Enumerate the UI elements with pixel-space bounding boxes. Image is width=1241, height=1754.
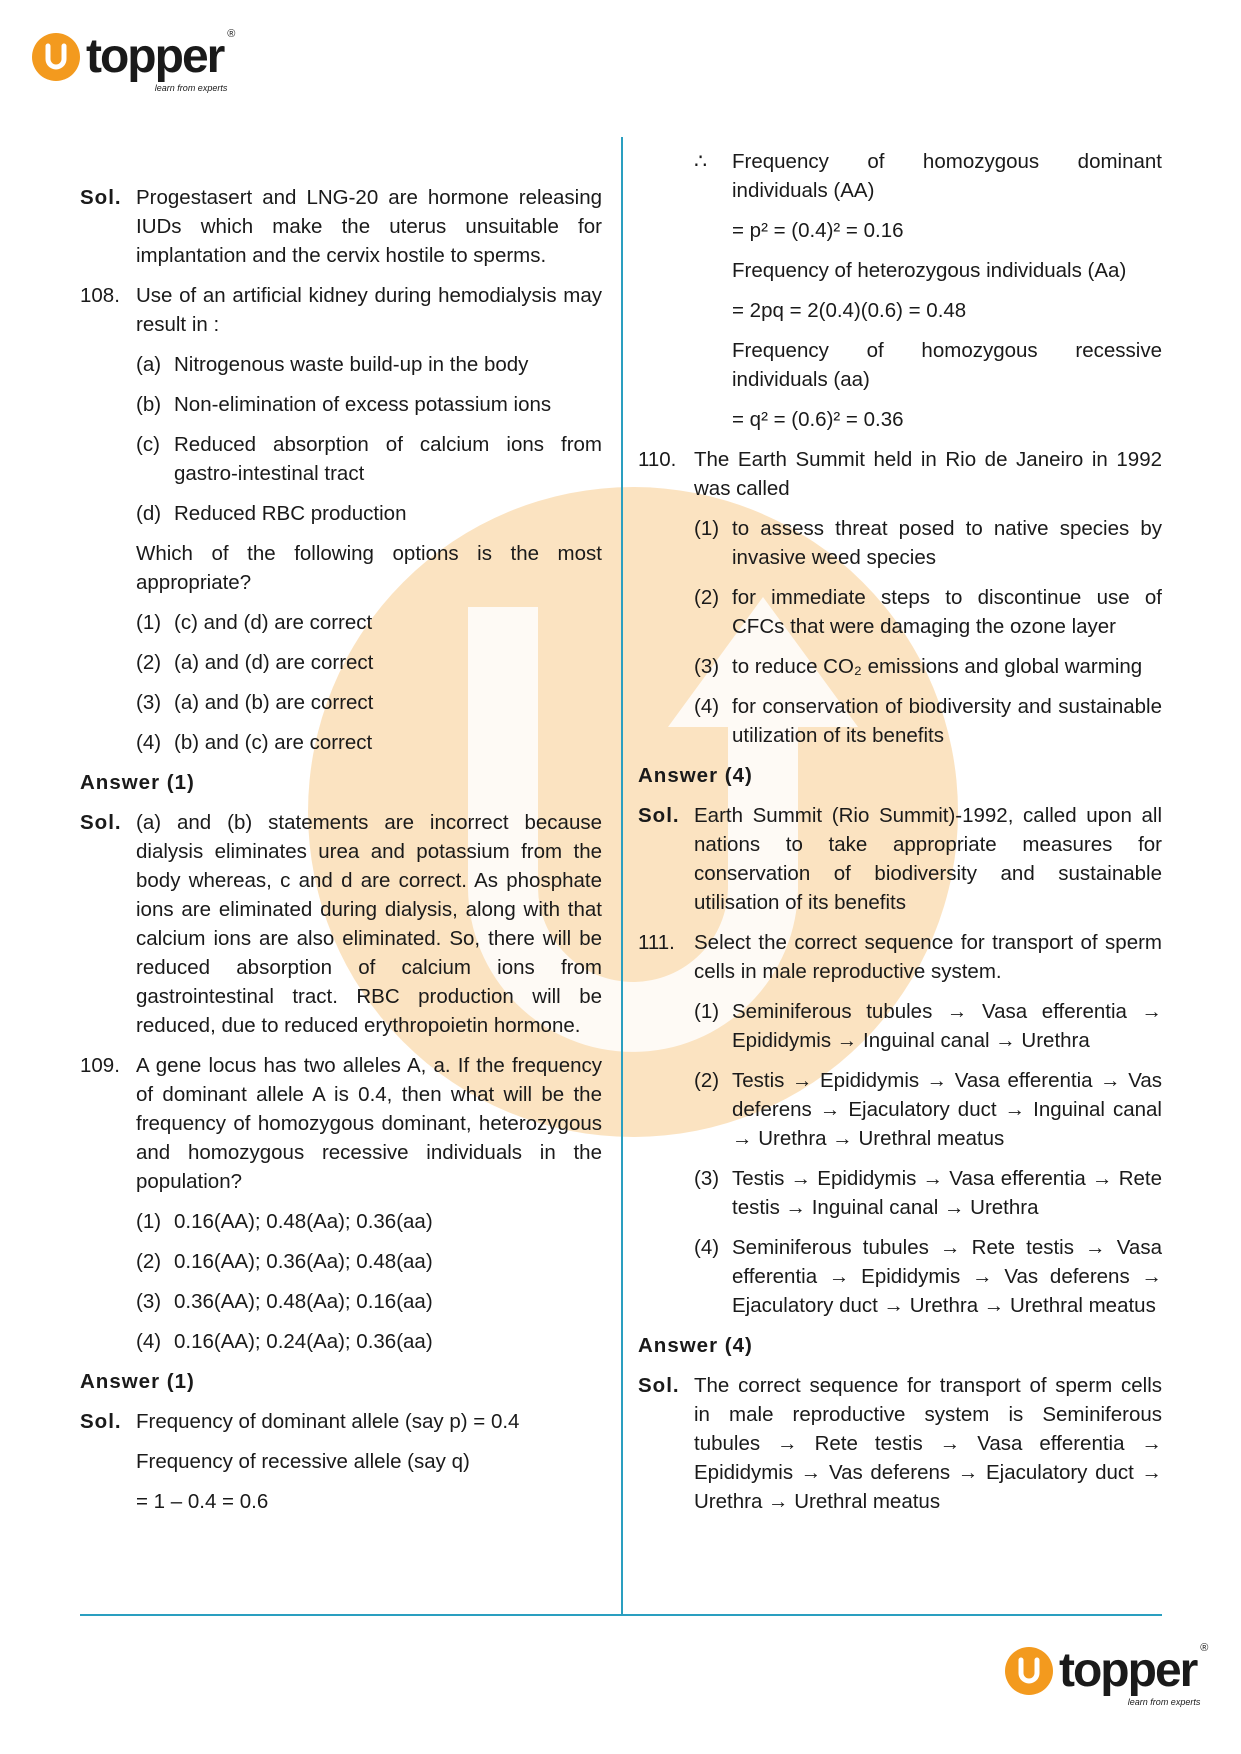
- solution-line: = 2pq = 2(0.4)(0.6) = 0.48: [732, 299, 967, 322]
- footer-rule: [80, 1614, 1162, 1616]
- solution-line: Frequency of recessive allele (say q): [136, 1450, 470, 1473]
- question-111: 111. Select the correct sequence for transport of sperm cells in male reproductive system.: [638, 931, 1162, 983]
- question-109: 109. A gene locus has two alleles A, a. If the frequency of dominant allele A is 0.4, then what will be the frequency of homozygous dominant, heterozygous and homozygous recessive individuals in the population?: [80, 1054, 602, 1193]
- topper-logo-icon: [1005, 1647, 1053, 1695]
- solution-line: Frequency of heterozygous individuals (Aa): [732, 259, 1127, 282]
- right-column: [638, 147, 1162, 1527]
- solution-line: ∴ Frequency of homozygous dominant individuals (AA): [694, 147, 1162, 205]
- solution-block: Sol. Earth Summit (Rio Summit)-1992, called upon all nations to take appropriate measures for conservation of biodiversity and sustainable utilisation of its benefits: [638, 804, 1162, 914]
- solution-line: = p² = (0.4)² = 0.16: [732, 219, 904, 242]
- left-column: [80, 183, 602, 1527]
- solution-line: = q² = (0.6)² = 0.36: [732, 408, 904, 431]
- brand-logo-bottom: [1005, 1642, 1209, 1707]
- answer-label: Answer (1): [80, 1370, 195, 1393]
- therefore-symbol: ∴: [694, 150, 708, 173]
- statement-item: (d) Reduced RBC production: [136, 502, 407, 525]
- answer-label: Answer (1): [80, 771, 195, 794]
- solution-block: Sol. The correct sequence for transport of sperm cells in male reproductive system is Seminiferous tubules → Rete testis → Vasa efferentia → Epididymis → Vas deferens → Ejaculatory duct → Urethra → Urethral meatus: [638, 1374, 1162, 1513]
- answer-option: (2) (a) and (d) are correct: [136, 651, 374, 674]
- answer-option: (2) Testis → Epididymis → Vasa efferentia → Vas deferens → Ejaculatory duct → Inguinal canal → Urethra → Urethral meatus: [694, 1069, 1162, 1150]
- answer-label: Answer (4): [638, 764, 753, 787]
- statement-item: (a) Nitrogenous waste build-up in the body: [136, 353, 529, 376]
- column-divider: [621, 137, 623, 1615]
- answer-option: (4) (b) and (c) are correct: [136, 731, 373, 754]
- answer-option: (3) Testis → Epididymis → Vasa efferentia → Rete testis → Inguinal canal → Urethra: [694, 1167, 1162, 1219]
- answer-option: (3) to reduce CO₂ emissions and global warming: [694, 655, 1143, 678]
- answer-option: (4) 0.16(AA); 0.24(Aa); 0.36(aa): [136, 1330, 433, 1353]
- question-108: 108. Use of an artificial kidney during hemodialysis may result in :: [80, 284, 602, 336]
- answer-option: (1) to assess threat posed to native species by invasive weed species: [694, 517, 1162, 569]
- statement-item: (c) Reduced absorption of calcium ions from gastro-intestinal tract: [136, 433, 602, 485]
- question-prompt: Which of the following options is the most appropriate?: [136, 542, 602, 594]
- answer-label: Answer (4): [638, 1334, 753, 1357]
- answer-option: (1) 0.16(AA); 0.48(Aa); 0.36(aa): [136, 1210, 433, 1233]
- answer-option: (1) (c) and (d) are correct: [136, 611, 373, 634]
- solution-block: Sol. Progestasert and LNG-20 are hormone releasing IUDs which make the uterus unsuitable for implantation and the cervix hostile to sperms.: [80, 186, 602, 267]
- solution-block: Sol. (a) and (b) statements are incorrect because dialysis eliminates urea and potassium from the body whereas, c and d are correct. As phosphate ions are eliminated during dialysis, along with that calcium ions are also eliminated. So, there will be reduced absorption of calcium ions from gastrointestinal tract. RBC production will be reduced, due to reduced erythropoietin hormone.: [80, 811, 602, 1037]
- solution-line: Frequency of homozygous recessive individuals (aa): [732, 339, 1162, 391]
- answer-option: (2) 0.16(AA); 0.36(Aa); 0.48(aa): [136, 1250, 433, 1273]
- question-110: 110. The Earth Summit held in Rio de Janeiro in 1992 was called: [638, 448, 1162, 500]
- brand-wordmark: topper ® learn from experts: [1059, 1642, 1209, 1707]
- solution-block: Sol. Frequency of dominant allele (say p) = 0.4: [80, 1410, 520, 1433]
- topper-logo-icon: [32, 33, 80, 81]
- answer-option: (3) 0.36(AA); 0.48(Aa); 0.16(aa): [136, 1290, 433, 1313]
- answer-option: (3) (a) and (b) are correct: [136, 691, 374, 714]
- brand-logo-top: [32, 28, 236, 93]
- answer-option: (1) Seminiferous tubules → Vasa efferentia → Epididymis → Inguinal canal → Urethra: [694, 1000, 1162, 1052]
- statement-item: (b) Non-elimination of excess potassium ions: [136, 393, 552, 416]
- answer-option: (4) for conservation of biodiversity and sustainable utilization of its benefits: [694, 695, 1162, 747]
- solution-line: = 1 – 0.4 = 0.6: [136, 1490, 269, 1513]
- answer-option: (2) for immediate steps to discontinue use of CFCs that were damaging the ozone layer: [694, 586, 1162, 638]
- brand-wordmark: topper ® learn from experts: [86, 28, 236, 93]
- answer-option: (4) Seminiferous tubules → Rete testis → Vasa efferentia → Epididymis → Vas deferens → Ejaculatory duct → Urethra → Urethral meatus: [694, 1236, 1162, 1317]
